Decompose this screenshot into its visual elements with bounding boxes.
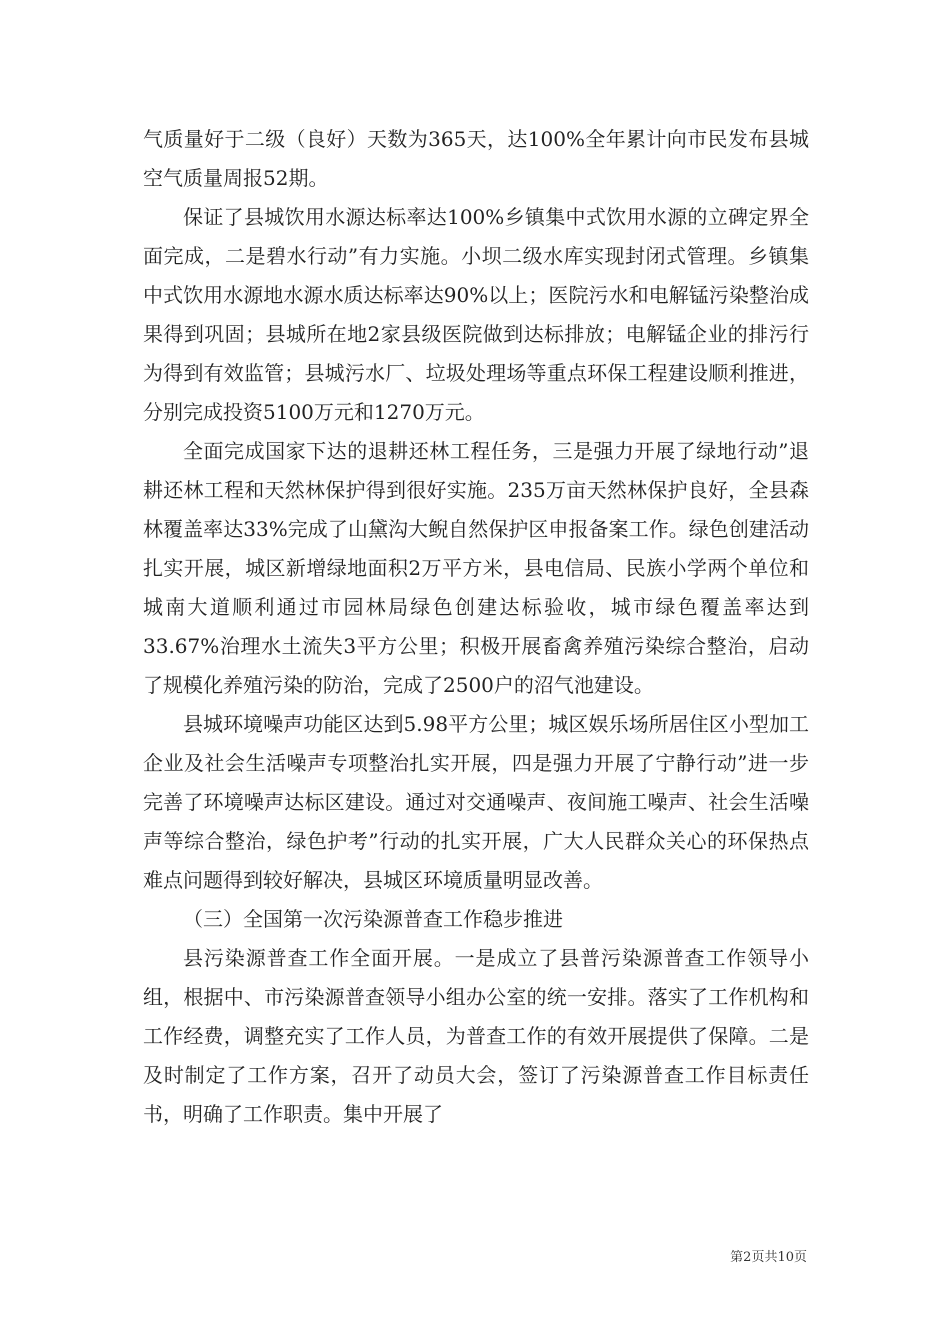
paragraph-quiet-action: 县城环境噪声功能区达到5.98平方公里；城区娱乐场所居住区小型加工企业及社会生活噪声专项整治扎实开展，四是强力开展了宁静行动”进一步完善了环境噪声达标区建设。通过对交通噪声、夜间施工噪声、社会生活噪声等综合整治，绿色护考”行动的扎实开展，广大人民群众关心的环保热点难点问题得到较好解决，县城区环境质量明显改善。 xyxy=(143,712,809,892)
paragraph-water-action: 保证了县城饮用水源达标率达100%乡镇集中式饮用水源的立碑定界全面完成，二是碧水行动”有力实施。小坝二级水库实现封闭式管理。乡镇集中式饮用水源地水源水质达标率达90%以上；医院污水和电解锰污染整治成果得到巩固；县城所在地2家县级医院做到达标排放；电解锰企业的排污行为得到有效监管；县城污水厂、垃圾处理场等重点环保工程建设顺利推进，分别完成投资5100万元和1270万元。 xyxy=(143,205,809,424)
section-heading: （三）全国第一次污染源普查工作稳步推进 xyxy=(183,907,563,931)
page-number-footer: 第2页共10页 xyxy=(730,1250,807,1265)
document-body xyxy=(143,120,809,1134)
paragraph-green-action: 全面完成国家下达的退耕还林工程任务，三是强力开展了绿地行动”退耕还林工程和天然林保护得到很好实施。235万亩天然林保护良好，全县森林覆盖率达33%完成了山黛沟大鲵自然保护区申报备案工作。绿色创建活动扎实开展，城区新增绿地面积2万平方米，县电信局、民族小学两个单位和城南大道顺利通过市园林局绿色创建达标验收，城市绿色覆盖率达到33.67%治理水土流失3平方公里；积极开展畜禽养殖污染综合整治，启动了规模化养殖污染的防治，完成了2500户的沼气池建设。 xyxy=(143,439,809,697)
paragraph-pollution-census: 县污染源普查工作全面开展。一是成立了县普污染源普查工作领导小组，根据中、市污染源普查领导小组办公室的统一安排。落实了工作机构和工作经费，调整充实了工作人员，为普查工作的有效开展提供了保障。二是及时制定了工作方案，召开了动员大会，签订了污染源普查工作目标责任书，明确了工作职责。集中开展了 xyxy=(143,946,809,1126)
paragraph-air-quality: 气质量好于二级（良好）天数为365天，达100%全年累计向市民发布县城空气质量周报52期。 xyxy=(143,127,809,190)
